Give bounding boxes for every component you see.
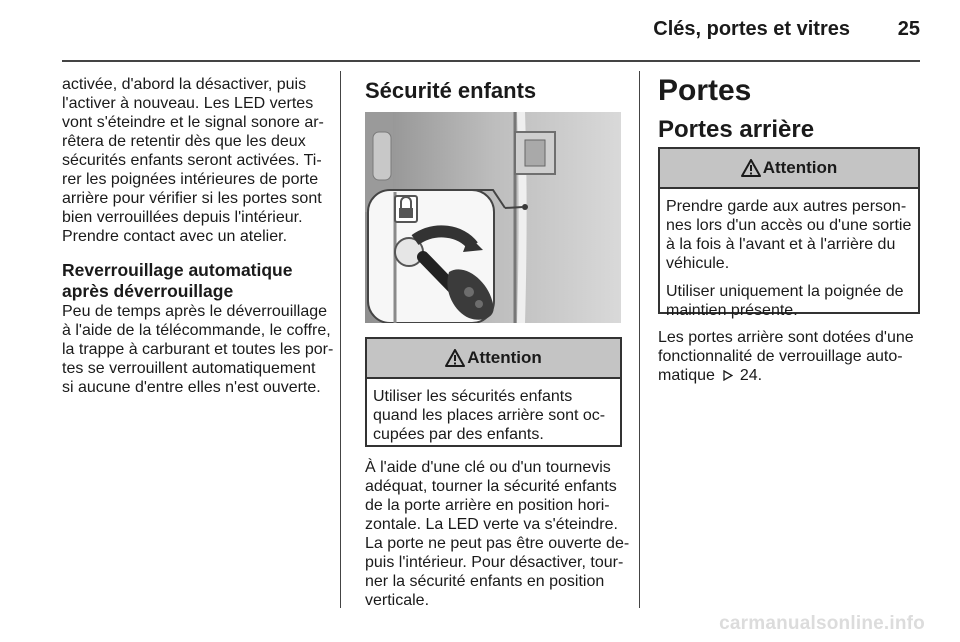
section-heading-child-lock: Sécurité enfants: [365, 78, 537, 103]
rear-doors-text: [658, 328, 923, 385]
attention-text-1: Prendre garde aux autres person- nes lors d'un accès ou d'une sortie à la fois à l'avant et à l'arrière du véhicule.: [666, 198, 912, 272]
attention-title: Attention: [762, 158, 838, 177]
child-lock-paragraph: À l'aide d'une clé ou d'un tournevis adéquat, tourner la sécurité enfants de la porte arrière en position hori- zontale. La LED verte va s'éteindre. La porte ne peut pas être ouverte de- puis l'intérieur. Pour désactiver, tour- ner la sécurité enfants en position verticale.: [365, 459, 630, 609]
attention-box-body: [367, 379, 620, 444]
header-rule: [62, 60, 920, 62]
child-lock-illustration: [365, 112, 621, 323]
warning-triangle-icon: [445, 349, 465, 367]
column-divider-1: [340, 71, 341, 608]
page-number: 25: [897, 18, 920, 40]
attention-box-header: [660, 149, 918, 189]
auto-relock-paragraph: Peu de temps après le déverrouillage à l'aide de la télécommande, le coffre, la trappe à carburant et toutes les por- tes se verrouillent automatiquement si aucune d'entre elles n'est ouverte.: [62, 303, 334, 396]
warning-triangle-icon: [741, 159, 761, 177]
intro-paragraph: activée, d'abord la désactiver, puis l'activer à nouveau. Les LED vertes vont s'éteindre et le signal sonore ar- rêtera de retentir dès que les deux sécurités enfants seront activées. Ti- rer les poignées intérieures de porte arrière pour vérifier si les portes sont bien verrouillées depuis l'intérieur. Prendre contact avec un atelier.: [62, 76, 324, 245]
page-header-title: Clés, portes et vitres: [653, 18, 850, 40]
page-reference[interactable]: 24.: [739, 367, 763, 384]
rear-doors-paragraph: Les portes arrière sont dotées d'une fonctionnalité de verrouillage auto- matique 24.: [658, 329, 914, 384]
column-1: [62, 75, 334, 397]
chapter-heading-doors: Portes: [658, 74, 752, 107]
attention-box-rear-doors: [658, 147, 920, 319]
attention-box-body: [660, 189, 918, 320]
section-heading-rear-doors: Portes arrière: [658, 116, 815, 143]
watermark: carmanualsonline.info: [719, 613, 925, 634]
attention-text: Utiliser les sécurités enfants quand les places arrière sont oc- cupées par des enfants.: [373, 388, 606, 443]
column-divider-2: [639, 71, 640, 608]
attention-title: Attention: [467, 348, 542, 367]
triangle-reference-icon[interactable]: [722, 370, 733, 381]
attention-text-2: Utiliser uniquement la poignée de maintien présente.: [666, 283, 904, 319]
attention-box-child-lock: [365, 337, 622, 447]
child-lock-instructions: [365, 458, 630, 610]
attention-box-header: [367, 339, 620, 379]
subheading-auto-relock: Reverrouillage automatique après déverrouillage: [62, 260, 293, 301]
